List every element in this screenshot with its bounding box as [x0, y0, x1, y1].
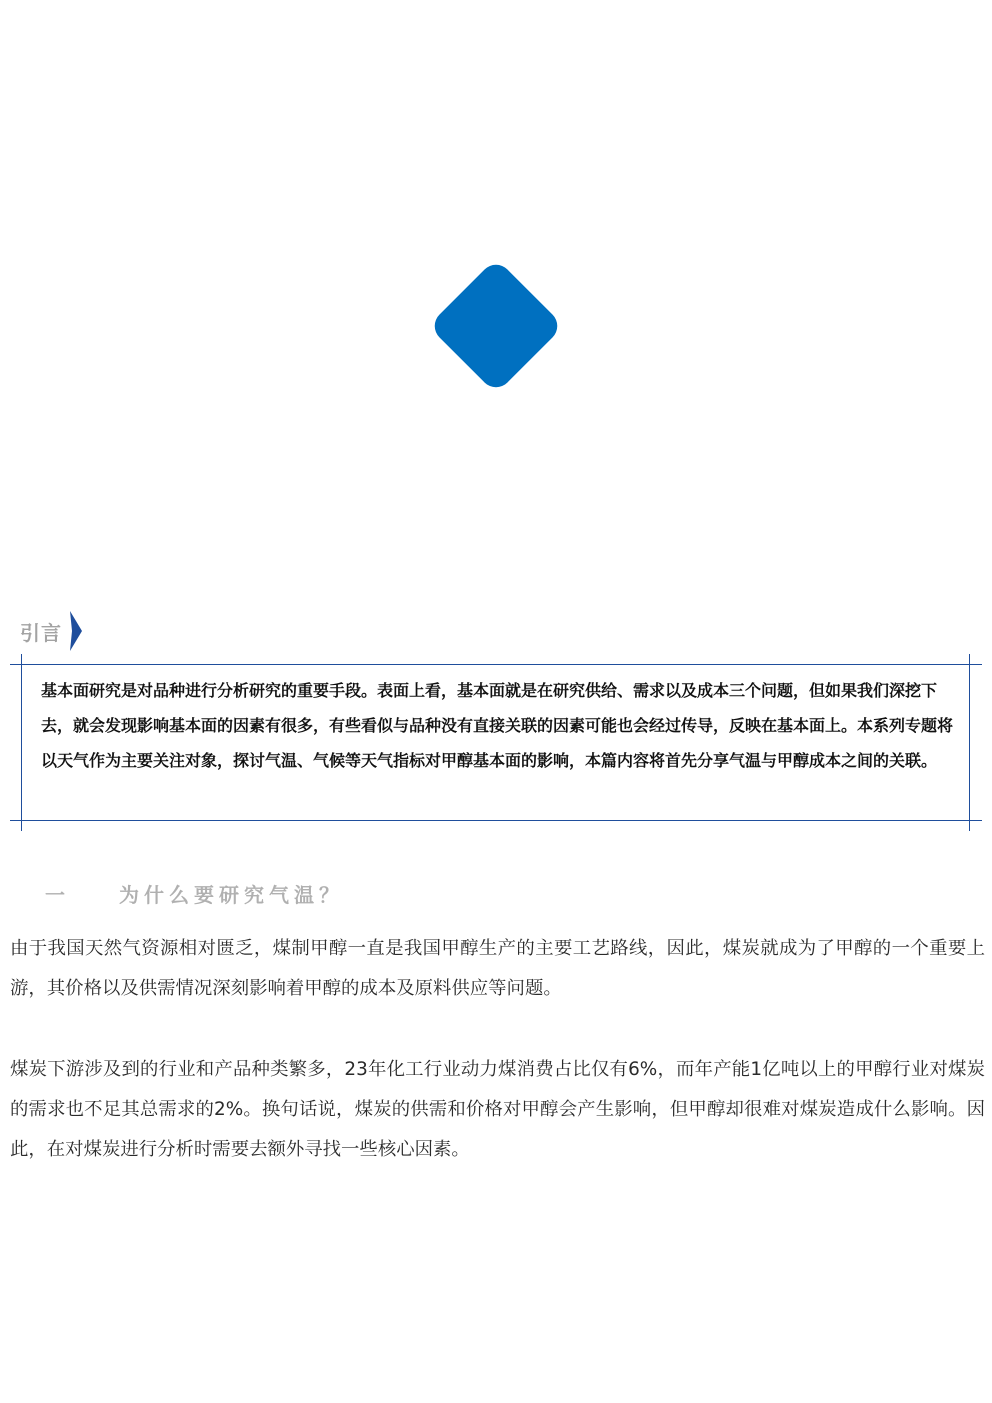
- intro-header: [20, 610, 82, 652]
- intro-paragraph: 基本面研究是对品种进行分析研究的重要手段。表面上看，基本面就是在研究供给、需求以及成本三个问题，但如果我们深挖下去，就会发现影响基本面的因素有很多，有些看似与品种没有直接关联的因素可能也会经过传导，反映在基本面上。本系列专题将以天气作为主要关注对象，探讨气温、气候等天气指标对甲醇基本面的影响，本篇内容将首先分享气温与甲醇成本之间的关联。: [41, 681, 954, 770]
- section-number: 一: [45, 882, 65, 907]
- body-paragraph: 由于我国天然气资源相对匮乏，煤制甲醇一直是我国甲醇生产的主要工艺路线，因此，煤炭就成为了甲醇的一个重要上游，其价格以及供需情况深刻影响着甲醇的成本及原料供应等问题。: [10, 938, 985, 999]
- chevron-right-icon: [70, 611, 82, 651]
- diamond-logo-icon: [425, 255, 567, 397]
- box-right-rule: [969, 654, 970, 831]
- section-heading: [45, 876, 344, 910]
- body-paragraph: 煤炭下游涉及到的行业和产品种类繁多，23年化工行业动力煤消费占比仅有6%，而年产能1亿吨以上的甲醇行业对煤炭的需求也不足其总需求的2%。换句话说，煤炭的供需和价格对甲醇会产生影响，但甲醇却很难对煤炭造成什么影响。因此，在对煤炭进行分析时需要去额外寻找一些核心因素。: [10, 1059, 985, 1160]
- box-bottom-rule: [10, 820, 982, 821]
- section-title: 为什么要研究气温？: [119, 882, 344, 907]
- box-top-rule: [10, 664, 982, 665]
- box-left-rule: [21, 654, 22, 831]
- intro-label: 引言: [20, 620, 62, 645]
- brand-logo: [425, 255, 567, 397]
